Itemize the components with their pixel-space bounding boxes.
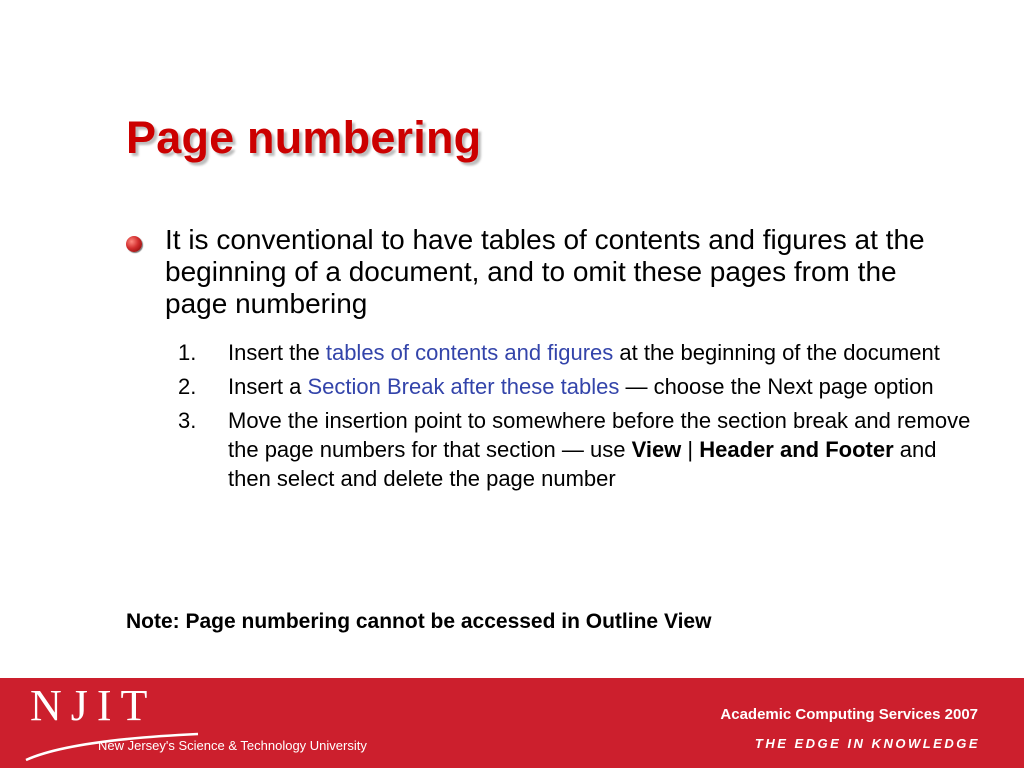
njit-logo: NJIT (30, 681, 157, 730)
steps-list (178, 338, 978, 498)
slide-title: Page numbering (126, 112, 482, 163)
red-sphere-bullet-icon (126, 236, 142, 252)
tagline: THE EDGE IN KNOWLEDGE (754, 736, 980, 751)
menu-header-footer-label: Header and Footer (699, 437, 894, 462)
bullet-text: It is conventional to have tables of contents and figures at the beginning of a document, and to omit these pages from the page numbering (165, 224, 925, 319)
step-text: Move the insertion point to somewhere before the section break and remove the page numbers for that section — use (228, 408, 971, 462)
university-name: New Jersey's Science & Technology University (98, 738, 367, 753)
step-highlight: Section Break after these tables (307, 374, 620, 399)
menu-separator: | (681, 437, 700, 462)
step-text: Insert the (228, 340, 326, 365)
step-number: 2. (178, 374, 197, 399)
department-label: Academic Computing Services 2007 (720, 706, 978, 723)
step-number: 1. (178, 340, 197, 365)
step-text: — choose the Next page option (619, 374, 934, 399)
step-highlight: tables of contents and figures (325, 340, 614, 365)
list-item (178, 406, 978, 493)
note-text: Note: Page numbering cannot be accessed in Outline View (126, 610, 712, 633)
step-number: 3. (178, 408, 197, 433)
step-text: at the beginning of the document (613, 340, 940, 365)
step-text: and then select and delete the page number (228, 437, 937, 491)
list-item (178, 372, 978, 401)
menu-view-label: View (631, 437, 682, 462)
step-text: Insert a (228, 374, 308, 399)
list-item (178, 338, 978, 367)
